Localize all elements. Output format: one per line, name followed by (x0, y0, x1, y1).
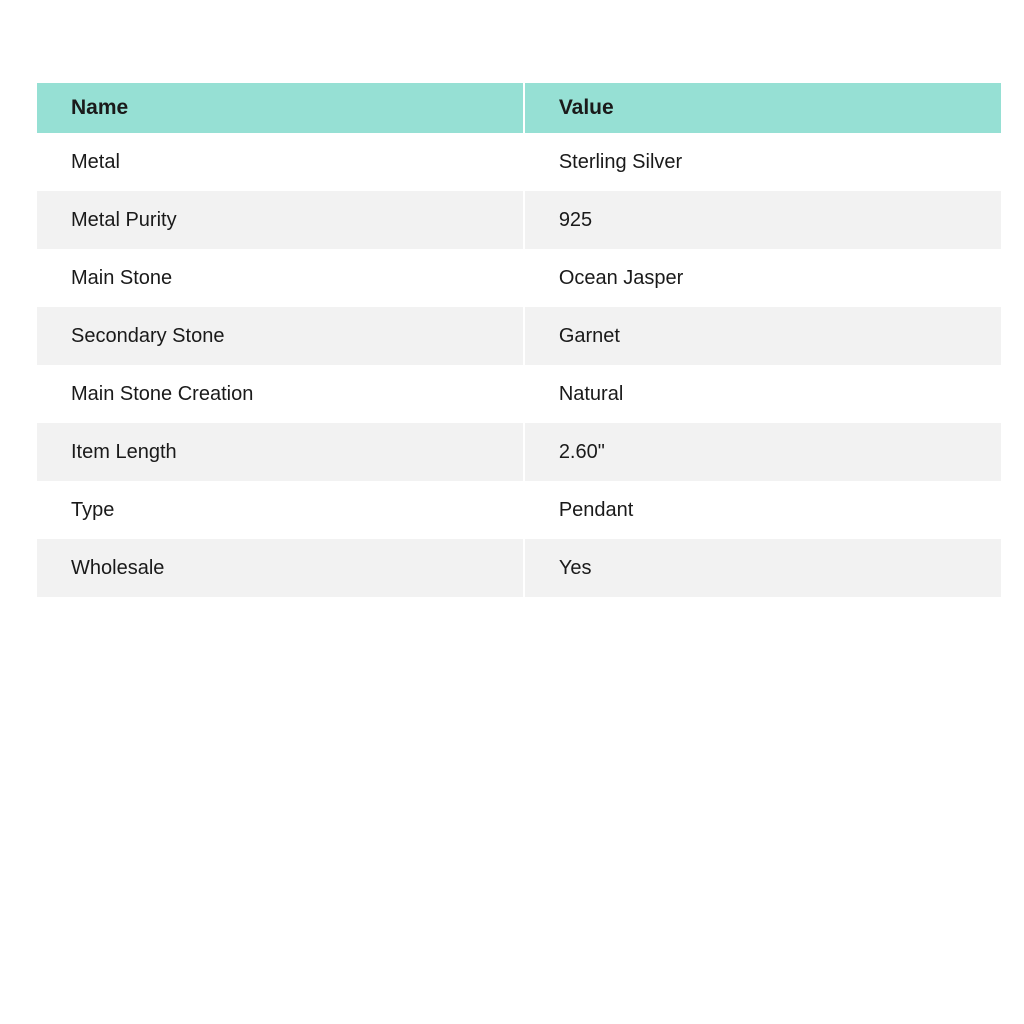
table-header (37, 83, 1001, 133)
table-row (37, 307, 1001, 365)
table-row (37, 539, 1001, 597)
table-row (37, 133, 1001, 191)
attribute-value-cell: Ocean Jasper (524, 249, 1001, 307)
attribute-value-cell: Garnet (524, 307, 1001, 365)
table-body (37, 133, 1001, 597)
attributes-table (37, 83, 1001, 597)
attribute-name-cell: Item Length (37, 423, 524, 481)
attribute-name-cell: Metal Purity (37, 191, 524, 249)
name-column-header: Name (37, 83, 524, 133)
table-row (37, 481, 1001, 539)
attribute-value-cell: Pendant (524, 481, 1001, 539)
attribute-value-cell: Natural (524, 365, 1001, 423)
attribute-value-cell: 2.60" (524, 423, 1001, 481)
table-row (37, 365, 1001, 423)
attribute-name-cell: Wholesale (37, 539, 524, 597)
attribute-value-cell: Sterling Silver (524, 133, 1001, 191)
header-row (37, 83, 1001, 133)
value-column-header: Value (524, 83, 1001, 133)
attribute-name-cell: Main Stone Creation (37, 365, 524, 423)
attribute-name-cell: Type (37, 481, 524, 539)
attribute-name-cell: Main Stone (37, 249, 524, 307)
attribute-name-cell: Metal (37, 133, 524, 191)
table-row (37, 423, 1001, 481)
table-row (37, 249, 1001, 307)
attribute-value-cell: 925 (524, 191, 1001, 249)
attribute-value-cell: Yes (524, 539, 1001, 597)
attributes-table-container (37, 83, 1001, 597)
attribute-name-cell: Secondary Stone (37, 307, 524, 365)
table-row (37, 191, 1001, 249)
